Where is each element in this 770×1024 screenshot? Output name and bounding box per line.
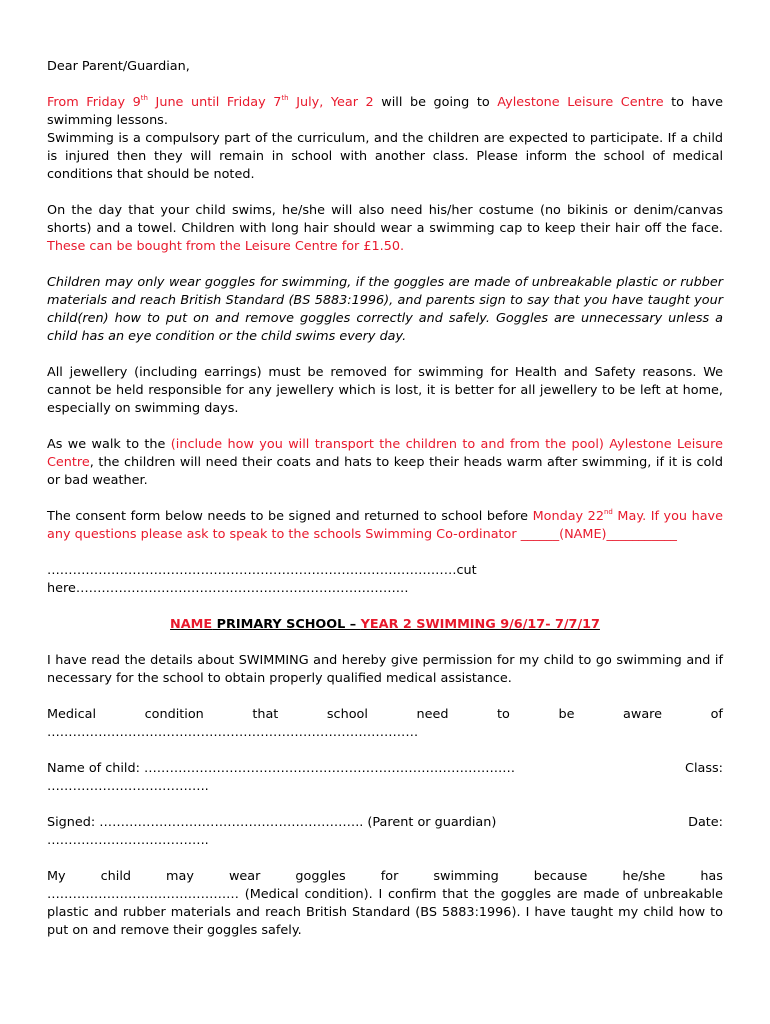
- transport-note: (include how you will transport the children to and from the pool) Aylestone Leisure Centre: [47, 437, 723, 470]
- signature-field: [47, 814, 723, 850]
- lesson-dates: From Friday 9th June until Friday 7th July, Year 2: [47, 94, 374, 110]
- venue: Aylestone Leisure Centre: [497, 95, 664, 110]
- medical-condition-field: [47, 706, 723, 742]
- form-title-text: NAME PRIMARY SCHOOL – YEAR 2 SWIMMING 9/6/17- 7/7/17: [170, 617, 600, 632]
- goggles-consent-field: [47, 868, 723, 940]
- paragraph-consent: The consent form below needs to be signed and returned to school before Monday 22nd May. If you have any questions please ask to speak to the schools Swimming Co-ordinator ______(NAME)___________: [47, 508, 724, 542]
- paragraph-dates: From Friday 9th June until Friday 7th July, Year 2 will be going to Aylestone Leisure Centre to have swimming lessons.: [47, 94, 723, 128]
- cut-line: ……………………………………………………………………………………cut here……………………………………………………………………: [47, 563, 477, 596]
- date-dots: ………………………………..: [47, 833, 209, 848]
- permission-statement: I have read the details about SWIMMING and hereby give permission for my child to go swimming and if necessary for the school to obtain properly qualified medical assistance.: [47, 653, 723, 686]
- form-title: [47, 616, 723, 634]
- costume-price: These can be bought from the Leisure Centre for £1.50.: [47, 239, 405, 254]
- date-label: Date:: [688, 815, 723, 830]
- class-dots: ………………………………..: [47, 779, 209, 794]
- child-name-field: [47, 760, 723, 796]
- goggles-consent-label: My child may wear goggles for swimming because he/she has: [47, 869, 723, 884]
- paragraph-curriculum: Swimming is a compulsory part of the curriculum, and the children are expected to participate. If a child is injured then they will remain in school with another class. Please inform the school of medical conditions that should be noted.: [47, 131, 723, 182]
- child-name-label: Name of child: ……………………………………………………………………………: [47, 761, 516, 776]
- letter: [47, 58, 723, 940]
- goggles-consent-text: ……………………………………… (Medical condition). I confirm that the goggles are made of unbreakable plastic and rubber materials and reach British Standard (BS 5883:1996). I have taught my child how to put on and remove their goggles safely.: [47, 887, 723, 938]
- signed-label: Signed: …………………………………………………….. (Parent or guardian): [47, 815, 497, 830]
- paragraph-jewellery: All jewellery (including earrings) must be removed for swimming for Health and Safety reasons. We cannot be held responsible for any jewellery which is lost, it is better for all jewellery to be left at home, especially on swimming days.: [47, 365, 723, 416]
- medical-condition-dots: ……………………………………………………………………………: [47, 725, 419, 740]
- paragraph-goggles: Children may only wear goggles for swimming, if the goggles are made of unbreakable plastic or rubber materials and reach British Standard (BS 5883:1996), and parents sign to say that you have taught your child(ren) how to put on and remove goggles correctly and safely. Goggles are unnecessary unless a child has an eye condition or the child swims every day.: [47, 275, 723, 344]
- class-label: Class:: [685, 761, 723, 776]
- paragraph-transport: As we walk to the (include how you will transport the children to and from the pool) Aylestone Leisure Centre, the children will need their coats and hats to keep their heads warm after swimming, if it is cold or bad weather.: [47, 437, 723, 488]
- greeting: Dear Parent/Guardian,: [47, 59, 190, 74]
- paragraph-costume: On the day that your child swims, he/she will also need his/her costume (no bikinis or denim/canvas shorts) and a towel. Children with long hair should wear a swimming cap to keep their hair off the face. These can be bought from the Leisure Centre for £1.50.: [47, 203, 723, 254]
- medical-condition-label: Medical condition that school need to be aware of: [47, 707, 723, 722]
- deadline: Monday 22nd May. If you have any questions please ask to speak to the schools Swimming Co-ordinator ______(NAME)___________: [47, 508, 724, 542]
